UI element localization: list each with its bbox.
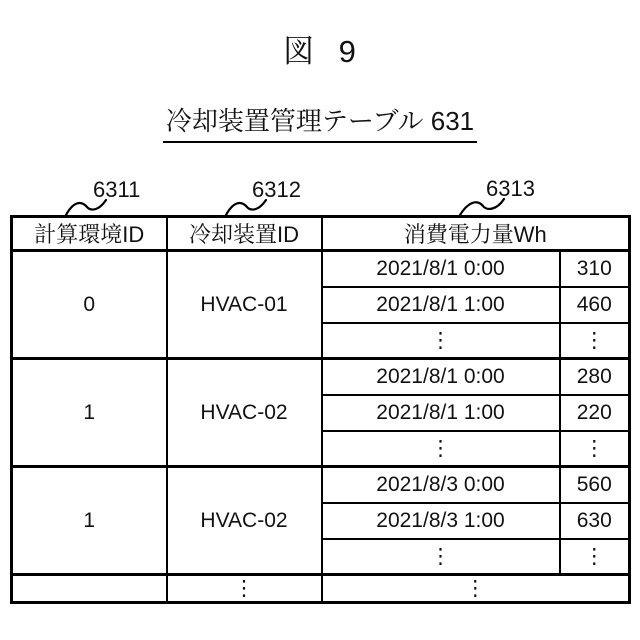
env-id-cell: 1	[12, 359, 167, 467]
timestamp-cell: 2021/8/1 1:00	[322, 395, 560, 431]
cooling-device-table	[10, 215, 631, 604]
col-header-device-id: 冷却装置ID	[167, 217, 322, 251]
power-value-cell: 280	[560, 359, 630, 395]
env-id-cell-empty	[12, 575, 167, 603]
device-id-cell: HVAC-02	[167, 467, 322, 575]
power-value-cell: 560	[560, 467, 630, 503]
ellipsis-cell: ⋮	[560, 431, 630, 467]
env-id-cell: 1	[12, 467, 167, 575]
ellipsis-cell: ⋮	[322, 575, 630, 603]
timestamp-cell: 2021/8/3 1:00	[322, 503, 560, 539]
leader-line-6311	[64, 199, 108, 216]
timestamp-cell: 2021/8/1 1:00	[322, 287, 560, 323]
timestamp-cell: 2021/8/1 0:00	[322, 251, 560, 287]
leader-line-6312	[224, 199, 268, 216]
ref-label-6313: 6313	[486, 176, 535, 201]
device-id-cell: HVAC-02	[167, 359, 322, 467]
power-value-cell: 630	[560, 503, 630, 539]
power-value-cell: 460	[560, 287, 630, 323]
ref-label-6312: 6312	[252, 177, 301, 202]
col-header-power: 消費電力量Wh	[322, 217, 630, 251]
leader-line-6313	[458, 198, 506, 216]
timestamp-cell: 2021/8/3 0:00	[322, 467, 560, 503]
env-id-cell: 0	[12, 251, 167, 359]
ellipsis-cell: ⋮	[560, 539, 630, 575]
table-title: 冷却装置管理テーブル 631	[163, 101, 477, 143]
figure-number: 図 9	[283, 34, 357, 69]
ellipsis-cell: ⋮	[322, 323, 560, 359]
ellipsis-cell: ⋮	[322, 431, 560, 467]
timestamp-cell: 2021/8/1 0:00	[322, 359, 560, 395]
table-title-wrap	[0, 101, 640, 143]
ref-label-6311: 6311	[93, 177, 141, 202]
power-value-cell: 310	[560, 251, 630, 287]
ellipsis-cell: ⋮	[322, 539, 560, 575]
ellipsis-cell: ⋮	[560, 323, 630, 359]
col-header-env-id: 計算環境ID	[12, 217, 167, 251]
power-value-cell: 220	[560, 395, 630, 431]
ellipsis-cell: ⋮	[167, 575, 322, 603]
device-id-cell: HVAC-01	[167, 251, 322, 359]
